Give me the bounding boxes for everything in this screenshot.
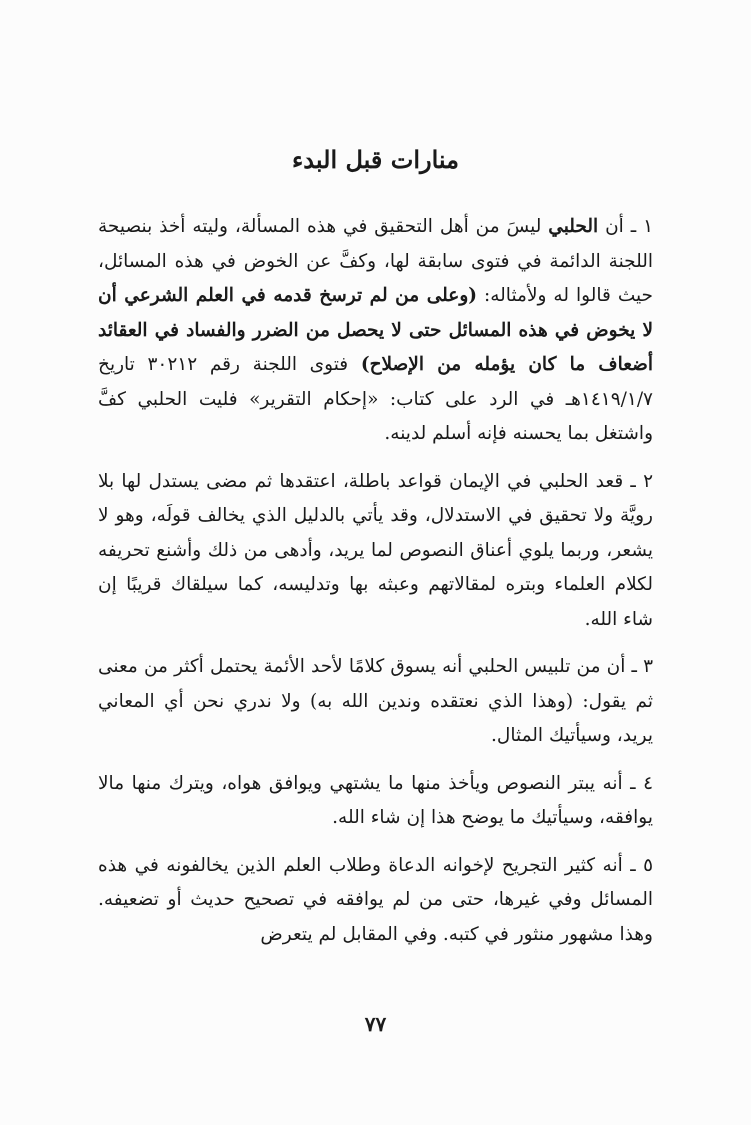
- page-content: [98, 140, 653, 965]
- paragraph-5: ٥ ـ أنه كثير التجريح لإخوانه الدعاة وطلاب العلم الذين يخالفونه في هذه المسائل وفي غيرها، حتى من لم يوافقه في تصحيح حديث أو تضعيفه. وهذا مشهور منثور في كتبه. وفي المقابل لم يتعرض: [98, 854, 653, 945]
- page-number: ٧٧: [364, 1012, 387, 1036]
- paragraph-1: [98, 210, 653, 452]
- paragraph-3: ٣ ـ أن من تلبيس الحلبي أنه يسوق كلامًا لأحد الأئمة يحتمل أكثر من معنى ثم يقول: (وهذا الذي نعتقده وندين الله به) ولا ندري نحن أي المعاني يريد، وسيأتيك المثال.: [98, 656, 653, 746]
- paragraph-1-citation: فتوى اللجنة رقم ٣٠٢١٢ تاريخ ١٤١٩/١/٧هـ في الرد على كتاب: «إحكام التقرير» فليت الحلبي كفَّ واشتغل بما يحسنه فإنه أسلم لدينه.: [98, 354, 653, 444]
- paragraph-1-body: ليسَ من أهل التحقيق في هذه المسألة، وليته أخذ بنصيحة اللجنة الدائمة في فتوى سابقة لها، وكفَّ عن الخوض في هذه المسائل، حيث قالوا له ولأمثاله:: [98, 216, 653, 306]
- paragraph-1-intro: ١ ـ أن: [598, 216, 653, 237]
- page-title: منارات قبل البدء: [292, 145, 459, 174]
- author-name: الحلبي: [548, 216, 599, 237]
- paragraph-2: ٢ ـ قعد الحلبي في الإيمان قواعد باطلة، اعتقدها ثم مضى يستدل لها بلا رويَّة ولا تحقيق في الاستدلال، وقد يأتي بالدليل الذي يخالف قولَه، وهو لا يشعر، وربما يلوي أعناق النصوص لما يريد، وأدهى من ذلك وأشنع تحريفه لكلام العلماء وبتره لمقالاتهم وعبثه بها وتدليسه، كما سيلقاك قريبًا إن شاء الله.: [98, 470, 653, 630]
- fatwa-quote: (وعلى من لم ترسخ قدمه في العلم الشرعي أن لا يخوض في هذه المسائل حتى لا يحصل من الضرر والفساد في العقائد أضعاف ما كان يؤمله من الإصلاح): [98, 285, 653, 375]
- paragraph-4: ٤ ـ أنه يبتر النصوص ويأخذ منها ما يشتهي ويوافق هواه، ويترك منها مالا يوافقه، وسيأتيك ما يوضح هذا إن شاء الله.: [98, 772, 653, 828]
